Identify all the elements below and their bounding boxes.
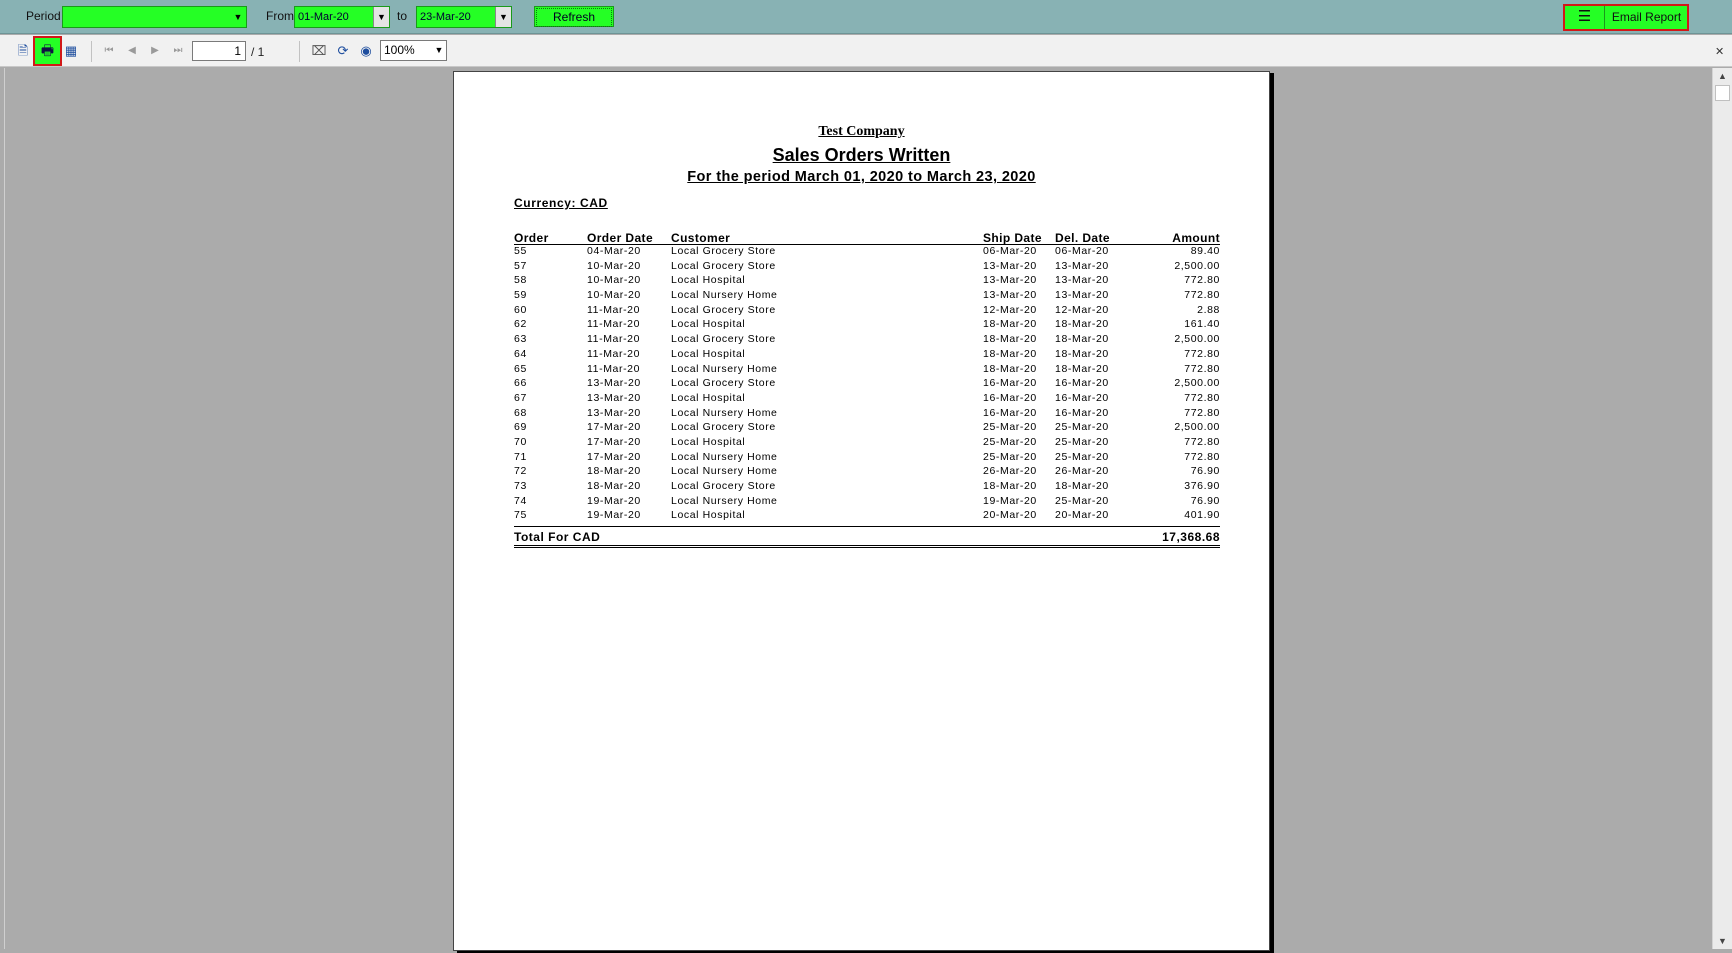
cell-order-date: 17-Mar-20 <box>587 421 641 434</box>
cell-del-date: 13-Mar-20 <box>1055 259 1109 272</box>
cell-order: 64 <box>514 347 527 360</box>
table-row <box>514 392 1220 407</box>
table-row <box>514 451 1220 466</box>
cell-customer: Local Grocery Store <box>671 480 776 492</box>
last-page-icon[interactable]: ⏭ <box>173 45 183 56</box>
cell-ship-date: 18-Mar-20 <box>983 480 1037 492</box>
cell-ship-date: 19-Mar-20 <box>983 494 1037 507</box>
cell-customer: Local Grocery Store <box>671 245 776 257</box>
cell-order-date: 10-Mar-20 <box>587 274 641 287</box>
cell-ship-date: 16-Mar-20 <box>983 406 1037 419</box>
cell-ship-date: 12-Mar-20 <box>983 303 1037 316</box>
from-label: From <box>266 9 294 23</box>
column-header-order: Order <box>514 231 549 245</box>
table-row <box>514 377 1220 392</box>
cell-del-date: 18-Mar-20 <box>1055 347 1109 360</box>
cell-ship-date: 26-Mar-20 <box>983 465 1037 478</box>
cell-customer: Local Hospital <box>671 318 746 331</box>
cell-amount: 401.90 <box>1184 509 1220 522</box>
email-report-button[interactable]: Email Report <box>1611 10 1682 24</box>
cell-order-date: 11-Mar-20 <box>587 347 641 360</box>
page-total: / 1 <box>251 45 265 59</box>
column-header-amount: Amount <box>1172 231 1220 245</box>
export-icon[interactable]: 🗎 <box>17 43 29 58</box>
orders-table <box>514 230 1220 548</box>
currency-label: Currency: CAD <box>514 196 608 210</box>
cell-amount: 2.88 <box>1197 303 1220 316</box>
table-row <box>514 465 1220 480</box>
total-label: Total For CAD <box>514 530 601 545</box>
cell-ship-date: 20-Mar-20 <box>983 509 1037 522</box>
cell-customer: Local Nursery Home <box>671 289 778 302</box>
cell-order: 57 <box>514 259 527 272</box>
cell-order-date: 13-Mar-20 <box>587 406 641 419</box>
table-row <box>514 274 1220 289</box>
cell-order: 75 <box>514 509 527 522</box>
cell-order: 62 <box>514 318 527 331</box>
cell-order: 66 <box>514 377 527 390</box>
table-row <box>514 260 1220 275</box>
cell-ship-date: 16-Mar-20 <box>983 377 1037 390</box>
cell-customer: Local Hospital <box>671 274 746 287</box>
cell-ship-date: 13-Mar-20 <box>983 289 1037 302</box>
cell-order: 73 <box>514 480 527 492</box>
table-row <box>514 289 1220 304</box>
cell-del-date: 18-Mar-20 <box>1055 362 1109 375</box>
zoom-select[interactable] <box>380 40 447 61</box>
cell-del-date: 16-Mar-20 <box>1055 406 1109 419</box>
cell-ship-date: 16-Mar-20 <box>983 391 1037 404</box>
cell-customer: Local Hospital <box>671 509 746 522</box>
cell-ship-date: 18-Mar-20 <box>983 333 1037 346</box>
cell-customer: Local Grocery Store <box>671 421 776 434</box>
cell-order: 55 <box>514 245 527 257</box>
cell-amount: 89.40 <box>1190 245 1220 257</box>
column-header-customer: Customer <box>671 231 731 245</box>
cell-order-date: 11-Mar-20 <box>587 333 641 346</box>
cell-amount: 772.80 <box>1184 406 1220 419</box>
viewer-toolbar <box>0 35 1732 67</box>
cell-order-date: 18-Mar-20 <box>587 480 641 492</box>
refresh-button[interactable] <box>534 6 614 27</box>
cell-customer: Local Grocery Store <box>671 303 776 316</box>
table-row <box>514 407 1220 422</box>
toolbar-divider <box>91 41 92 62</box>
cell-order: 58 <box>514 274 527 287</box>
scroll-thumb[interactable] <box>1715 85 1730 101</box>
table-row <box>514 333 1220 348</box>
table-row <box>514 495 1220 510</box>
cell-order-date: 11-Mar-20 <box>587 318 641 331</box>
cell-del-date: 18-Mar-20 <box>1055 333 1109 346</box>
cell-amount: 161.40 <box>1184 318 1220 331</box>
cell-amount: 376.90 <box>1184 480 1220 492</box>
cell-del-date: 16-Mar-20 <box>1055 377 1109 390</box>
to-label: to <box>397 9 408 23</box>
cell-del-date: 16-Mar-20 <box>1055 391 1109 404</box>
company-name: Test Company <box>818 124 905 139</box>
cell-order-date: 04-Mar-20 <box>587 245 641 257</box>
cell-ship-date: 25-Mar-20 <box>983 450 1037 463</box>
table-row <box>514 348 1220 363</box>
table-header <box>514 230 1220 245</box>
vertical-scrollbar[interactable] <box>1712 68 1732 949</box>
toolbar-divider <box>299 41 300 62</box>
cell-customer: Local Grocery Store <box>671 377 776 390</box>
from-date-picker[interactable] <box>294 6 390 28</box>
cell-ship-date: 06-Mar-20 <box>983 245 1037 257</box>
list-icon: ☰ <box>1577 8 1592 25</box>
cell-order: 68 <box>514 406 527 419</box>
cell-del-date: 13-Mar-20 <box>1055 274 1109 287</box>
cell-customer: Local Nursery Home <box>671 362 778 375</box>
group-tree-icon[interactable]: ▦ <box>64 43 78 58</box>
cell-ship-date: 18-Mar-20 <box>983 362 1037 375</box>
cell-amount: 2,500.00 <box>1174 377 1220 390</box>
scroll-down-icon[interactable]: ▼ <box>1718 936 1727 946</box>
cell-amount: 772.80 <box>1184 450 1220 463</box>
print-icon[interactable]: 🖶 <box>33 36 62 66</box>
cell-ship-date: 25-Mar-20 <box>983 435 1037 448</box>
cell-ship-date: 13-Mar-20 <box>983 274 1037 287</box>
cell-customer: Local Grocery Store <box>671 259 776 272</box>
cell-ship-date: 18-Mar-20 <box>983 318 1037 331</box>
cell-amount: 2,500.00 <box>1174 259 1220 272</box>
email-options-button[interactable] <box>1565 6 1605 29</box>
cell-del-date: 25-Mar-20 <box>1055 450 1109 463</box>
column-header-order-date: Order Date <box>587 231 654 245</box>
cell-order: 70 <box>514 435 527 448</box>
cell-order-date: 19-Mar-20 <box>587 494 641 507</box>
cell-amount: 2,500.00 <box>1174 421 1220 434</box>
cell-order: 71 <box>514 450 527 463</box>
chevron-down-icon[interactable]: ▼ <box>373 7 389 27</box>
cell-amount: 2,500.00 <box>1174 333 1220 346</box>
cell-amount: 772.80 <box>1184 391 1220 404</box>
period-label: Period <box>26 9 61 23</box>
table-row <box>514 363 1220 378</box>
cell-amount: 76.90 <box>1190 465 1220 478</box>
cell-ship-date: 25-Mar-20 <box>983 421 1037 434</box>
cell-del-date: 06-Mar-20 <box>1055 245 1109 257</box>
cell-order-date: 11-Mar-20 <box>587 362 641 375</box>
column-header-del-date: Del. Date <box>1055 231 1110 245</box>
zoom-value: 100% <box>384 43 415 57</box>
page-number-input[interactable]: 1 <box>192 41 246 61</box>
from-date-value: 01-Mar-20 <box>298 11 349 23</box>
close-icon[interactable]: ✕ <box>1715 46 1725 58</box>
email-report-group <box>1563 4 1689 31</box>
table-row <box>514 480 1220 495</box>
cell-del-date: 25-Mar-20 <box>1055 435 1109 448</box>
cell-order: 65 <box>514 362 527 375</box>
cell-del-date: 26-Mar-20 <box>1055 465 1109 478</box>
table-row <box>514 509 1220 524</box>
scroll-up-icon[interactable]: ▲ <box>1718 71 1727 81</box>
cell-ship-date: 18-Mar-20 <box>983 347 1037 360</box>
cell-del-date: 25-Mar-20 <box>1055 494 1109 507</box>
cell-amount: 772.80 <box>1184 289 1220 302</box>
cell-ship-date: 13-Mar-20 <box>983 259 1037 272</box>
cell-customer: Local Hospital <box>671 391 746 404</box>
table-row <box>514 318 1220 333</box>
refresh-button-label: Refresh <box>536 8 612 27</box>
cell-amount: 772.80 <box>1184 435 1220 448</box>
cell-order: 74 <box>514 494 527 507</box>
cell-order-date: 17-Mar-20 <box>587 450 641 463</box>
cell-order: 72 <box>514 465 527 478</box>
cell-customer: Local Hospital <box>671 347 746 360</box>
table-body <box>514 245 1220 524</box>
cell-del-date: 20-Mar-20 <box>1055 509 1109 522</box>
to-date-value: 23-Mar-20 <box>420 11 471 23</box>
report-period: For the period March 01, 2020 to March 23, 2020 <box>687 169 1036 185</box>
parameter-bar <box>0 0 1732 34</box>
cell-customer: Local Nursery Home <box>671 494 778 507</box>
cell-order-date: 10-Mar-20 <box>587 289 641 302</box>
cell-order: 63 <box>514 333 527 346</box>
next-page-icon[interactable]: ▶ <box>151 45 159 56</box>
cell-order-date: 13-Mar-20 <box>587 391 641 404</box>
cell-order-date: 17-Mar-20 <box>587 435 641 448</box>
table-row <box>514 421 1220 436</box>
cell-order-date: 13-Mar-20 <box>587 377 641 390</box>
stop-icon[interactable]: ⌧ <box>311 43 327 58</box>
cell-del-date: 12-Mar-20 <box>1055 303 1109 316</box>
cell-order: 67 <box>514 391 527 404</box>
to-date-picker[interactable] <box>416 6 512 28</box>
cell-del-date: 18-Mar-20 <box>1055 480 1109 492</box>
table-row <box>514 245 1220 260</box>
cell-customer: Local Hospital <box>671 435 746 448</box>
cell-amount: 76.90 <box>1190 494 1220 507</box>
column-header-ship-date: Ship Date <box>983 231 1042 245</box>
table-row <box>514 304 1220 319</box>
cell-customer: Local Nursery Home <box>671 465 778 478</box>
chevron-down-icon: ▼ <box>233 12 243 22</box>
cell-del-date: 25-Mar-20 <box>1055 421 1109 434</box>
cell-order-date: 19-Mar-20 <box>587 509 641 522</box>
report-viewer <box>4 68 1712 949</box>
cell-customer: Local Nursery Home <box>671 450 778 463</box>
first-page-icon[interactable]: ⏮ <box>104 45 114 56</box>
cell-amount: 772.80 <box>1184 362 1220 375</box>
cell-order: 60 <box>514 303 527 316</box>
chevron-down-icon: ▼ <box>434 45 444 55</box>
cell-amount: 772.80 <box>1184 274 1220 287</box>
cell-amount: 772.80 <box>1184 347 1220 360</box>
refresh-icon[interactable]: ⟳ <box>337 43 349 58</box>
cell-order-date: 10-Mar-20 <box>587 259 641 272</box>
cell-customer: Local Grocery Store <box>671 333 776 346</box>
cell-order: 69 <box>514 421 527 434</box>
chevron-down-icon[interactable]: ▼ <box>495 7 511 27</box>
cell-order-date: 18-Mar-20 <box>587 465 641 478</box>
prev-page-icon[interactable]: ◀ <box>128 45 136 56</box>
total-row <box>514 526 1220 548</box>
cell-del-date: 13-Mar-20 <box>1055 289 1109 302</box>
binoculars-icon[interactable]: ◉ <box>360 43 372 58</box>
cell-order-date: 11-Mar-20 <box>587 303 641 316</box>
period-dropdown[interactable] <box>62 6 247 28</box>
cell-customer: Local Nursery Home <box>671 406 778 419</box>
report-page <box>453 71 1270 951</box>
cell-order: 59 <box>514 289 527 302</box>
report-title: Sales Orders Written <box>772 145 951 165</box>
cell-del-date: 18-Mar-20 <box>1055 318 1109 331</box>
total-amount: 17,368.68 <box>1162 530 1220 545</box>
table-row <box>514 436 1220 451</box>
